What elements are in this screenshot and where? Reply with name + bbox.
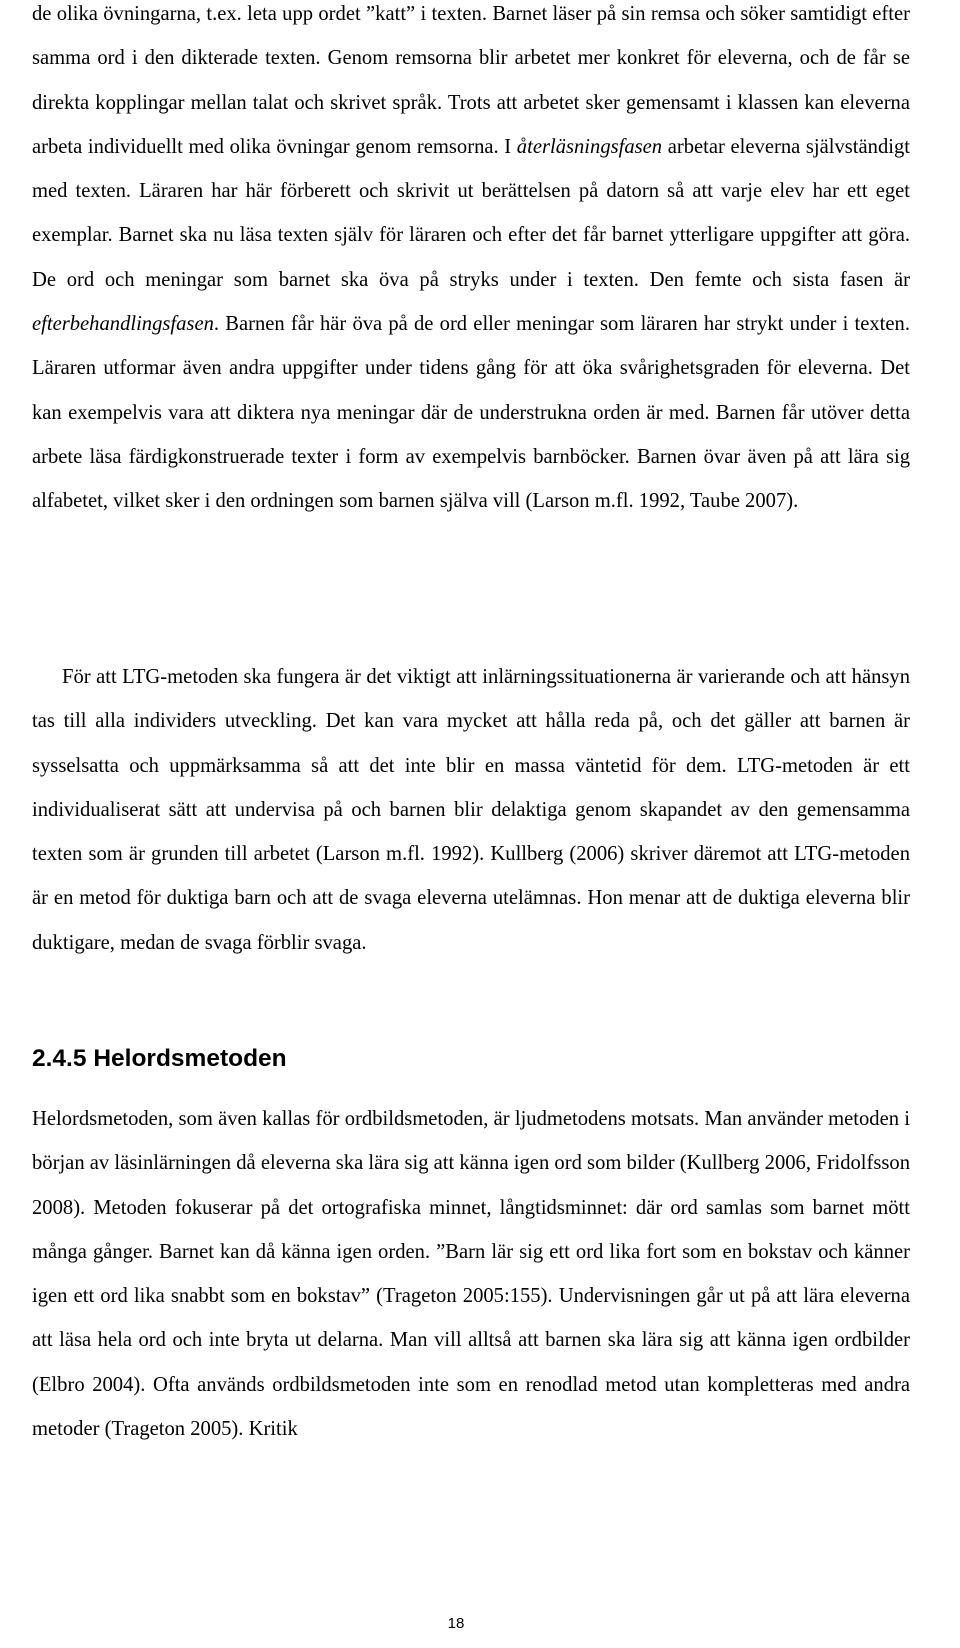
section-heading: [32, 1037, 287, 1081]
section-title: Helordsmetoden: [93, 1045, 287, 1072]
body-paragraph-3: Helordsmetoden, som även kallas för ordbildsmetoden, är ljudmetodens motsats. Man använder metoden i början av läsinlärningen då eleverna ska lära sig att känna igen ord som bilder (Kullberg 2006, Fridolfsson 2008). Metoden fokuserar på det ortografiska minnet, långtidsminnet: där ord samlas som barnet mött många gånger. Barnet kan då känna igen orden. ”Barn lär sig ett ord lika fort som en bokstav och känner igen ett ord lika snabbt som en bokstav” (Trageton 2005:155). Undervisningen går ut på att lära eleverna att läsa hela ord och inte bryta ut delarna. Man vill alltså att barnen ska lära sig att känna igen ordbilder (Elbro 2004). Ofta används ordbildsmetoden inte som en renodlad metod utan kompletteras med andra metoder (Trageton 2005). Kritik: [32, 1108, 910, 1441]
paragraph-1-text-part-1: de olika övningarna, t.ex. leta upp ordet ”katt” i texten. Barnet läser på sin remsa och söker samtidigt efter samma ord i den dikterade texten. Genom remsorna blir arbetet mer konkret för eleverna, och de får se direkta kopplingar mellan talat och skrivet språk. Trots att arbetet sker gemensamt i klassen kan eleverna arbeta individuellt med olika övningar genom remsorna. I: [32, 3, 910, 158]
body-paragraph-2: För att LTG-metoden ska fungera är det viktigt att inlärningssituationerna är varierande och att hänsyn tas till alla individers utveckling. Det kan vara mycket att hålla reda på, och det gäller att barnen är sysselsatta och uppmärksamma så att det inte blir en massa väntetid för dem. LTG-metoden är ett individualiserat sätt att undervisa på och barnen blir delaktiga genom skapandet av den gemensamma texten som är grunden till arbetet (Larson m.fl. 1992). Kullberg (2006) skriver däremot att LTG-metoden är en metod för duktiga barn och att de svaga eleverna utelämnas. Hon menar att de duktiga eleverna blir duktigare, medan de svaga förblir svaga.: [32, 666, 910, 954]
body-paragraph-1: [32, 0, 910, 524]
paragraph-1-text-part-3: . Barnen får här öva på de ord eller meningar som läraren har strykt under i texten. Läraren utformar även andra uppgifter under tidens gång för att öka svårighetsgraden för eleverna. Det kan exempelvis vara att diktera nya meningar där de understrukna orden är med. Barnen får utöver detta arbete läsa färdigkonstruerade texter i form av exempelvis barnböcker. Barnen övar även på att lära sig alfabetet, vilket sker i den ordningen som barnen själva vill (Larson m.fl. 1992, Taube 2007).: [32, 313, 910, 513]
term-aterlasningsfasen: återläsningsfasen: [516, 135, 663, 158]
section-number: 2.4.5: [32, 1045, 87, 1072]
page-number: 18: [447, 1615, 465, 1632]
term-efterbehandlingsfasen: efterbehandlingsfasen: [32, 313, 214, 336]
paragraph-1-text-part-2: arbetar eleverna självständigt med texten. Läraren har här förberett och skrivit ut berättelsen på datorn så att varje elev har ett eget exemplar. Barnet ska nu läsa texten själv för läraren och efter det får barnet ytterligare uppgifter att göra. De ord och meningar som barnet ska öva på stryks under i texten. Den femte och sista fasen är: [32, 135, 910, 291]
